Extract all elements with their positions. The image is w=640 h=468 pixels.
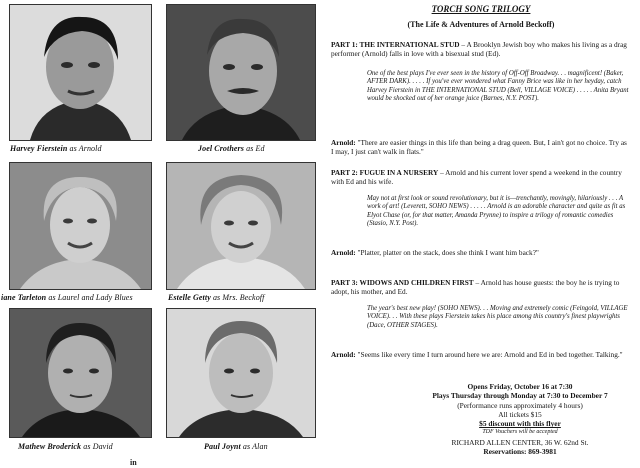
caption-joel-crothers xyxy=(198,144,265,153)
stray-text: in xyxy=(130,458,137,467)
part-3-quote xyxy=(331,350,631,359)
actor-name: Mathew Broderick xyxy=(18,442,82,451)
quote-text: "Platter, platter on the stack, does she think I want him back?" xyxy=(355,248,539,257)
caption-estelle-getty xyxy=(168,293,264,302)
part-2-summary xyxy=(331,168,631,186)
actor-name: Harvey Fierstein xyxy=(10,144,68,153)
ticket-price: All tickets $15 xyxy=(498,409,542,419)
photo-mathew-broderick xyxy=(9,308,152,438)
actor-name: Estelle Getty xyxy=(168,293,211,302)
page-subtitle: (The Life & Adventures of Arnold Beckoff) xyxy=(407,20,555,29)
actor-role: as David xyxy=(83,442,113,451)
caption-mathew-broderick xyxy=(18,442,113,451)
photo-estelle-getty xyxy=(166,162,316,290)
part-2-reviews: May not at first look or sound revolutionary, but it is—trenchantly, movingly, hilariously . . . A work of art! (Leverett, SOHO NEWS) . . . . . Arnold is an adorable character and quite as fit as Elyot Chase (or, for that matter, Amanda Prynne) to inspire a trilogy of romantic comedies (Stasio, N.Y. Post). xyxy=(367,195,626,228)
part-1-body: – A Brooklyn Jewish boy who makes his living as a drag performer (Arnold) falls in love with a bisexual stud (Ed). xyxy=(331,40,627,58)
quote-speaker: Arnold: xyxy=(331,350,356,359)
quote-speaker: Arnold: xyxy=(331,138,356,147)
actor-name: iane Tarleton xyxy=(1,293,47,302)
part-3-reviews: The year's best new play! (SOHO NEWS). . . Moving and extremely comic (Feingold, VILLAGE VOICE). . . With these plays Fierstein takes his place among this country's finest playwrights (Dace, OTHER STAGES). xyxy=(367,305,628,329)
actor-role: as Alan xyxy=(242,442,268,451)
caption-paul-joynt xyxy=(204,442,268,451)
part-3-body: – Arnold has house guests: the boy he is trying to adopt, his mother, and Ed. xyxy=(331,278,620,296)
part-2-quote xyxy=(331,248,631,257)
actor-name: Paul Joynt xyxy=(204,442,241,451)
caption-diane-tarleton xyxy=(1,293,133,302)
part-2-body: – Arnold and his current lover spend a weekend in the country with Ed and his wife. xyxy=(331,168,622,186)
actor-role: as Laurel and Lady Blues xyxy=(48,293,133,302)
opening-date: Opens Friday, October 16 at 7:30 xyxy=(467,382,573,391)
quote-text: "There are easier things in this life than being a drag queen. But, I ain't got no choice. Try as I may, I just can't walk in flats." xyxy=(331,138,627,156)
photo-diane-tarleton xyxy=(9,162,152,290)
performance-info xyxy=(420,382,620,456)
part-1-reviews: One of the best plays I've ever seen in the history of Off-Off Broadway. . . magnificent! (Baker, AFTER DARK). . . . . If you've ever wondered what Fanny Brice was like in her heyday, catch Harvey Fierstein in THE INTERNATIONAL STUD (Bell, VILLAGE VOICE) . . . . . Anita Bryant would be shocked out of her orange juice (Barnes, N.Y. POST). xyxy=(367,70,629,103)
part-3-summary xyxy=(331,278,631,296)
part-2-heading: PART 2: FUGUE IN A NURSERY xyxy=(331,168,439,177)
part-1-heading: PART 1: THE INTERNATIONAL STUD xyxy=(331,40,460,49)
flyer-discount: $5 discount with this flyer xyxy=(479,419,561,429)
quote-text: "Seems like every time I turn around here we are: Arnold and Ed in bed together. Talking." xyxy=(355,350,623,359)
actor-role: as Arnold xyxy=(69,144,102,153)
actor-role: as Mrs. Beckoff xyxy=(212,293,265,302)
photo-joel-crothers xyxy=(166,4,316,141)
schedule: Plays Thursday through Monday at 7:30 to December 7 xyxy=(432,391,608,401)
runtime: (Performance runs approximately 4 hours) xyxy=(457,400,583,410)
quote-speaker: Arnold: xyxy=(331,248,356,257)
tdf-note: TDF Vouchers will be accepted xyxy=(482,429,558,436)
caption-harvey-fierstein xyxy=(10,144,102,153)
part-3-heading: PART 3: WIDOWS AND CHILDREN FIRST xyxy=(331,278,474,287)
part-1-summary xyxy=(331,40,631,58)
reservations: Reservations: 869-3981 xyxy=(483,447,557,457)
page-title: TORCH SONG TRILOGY xyxy=(431,4,531,14)
part-1-quote xyxy=(331,138,631,156)
actor-name: Joel Crothers xyxy=(198,144,244,153)
venue: RICHARD ALLEN CENTER, 36 W. 62nd St. xyxy=(451,437,589,447)
photo-harvey-fierstein xyxy=(9,4,152,141)
actor-role: as Ed xyxy=(246,144,265,153)
photo-paul-joynt xyxy=(166,308,316,438)
